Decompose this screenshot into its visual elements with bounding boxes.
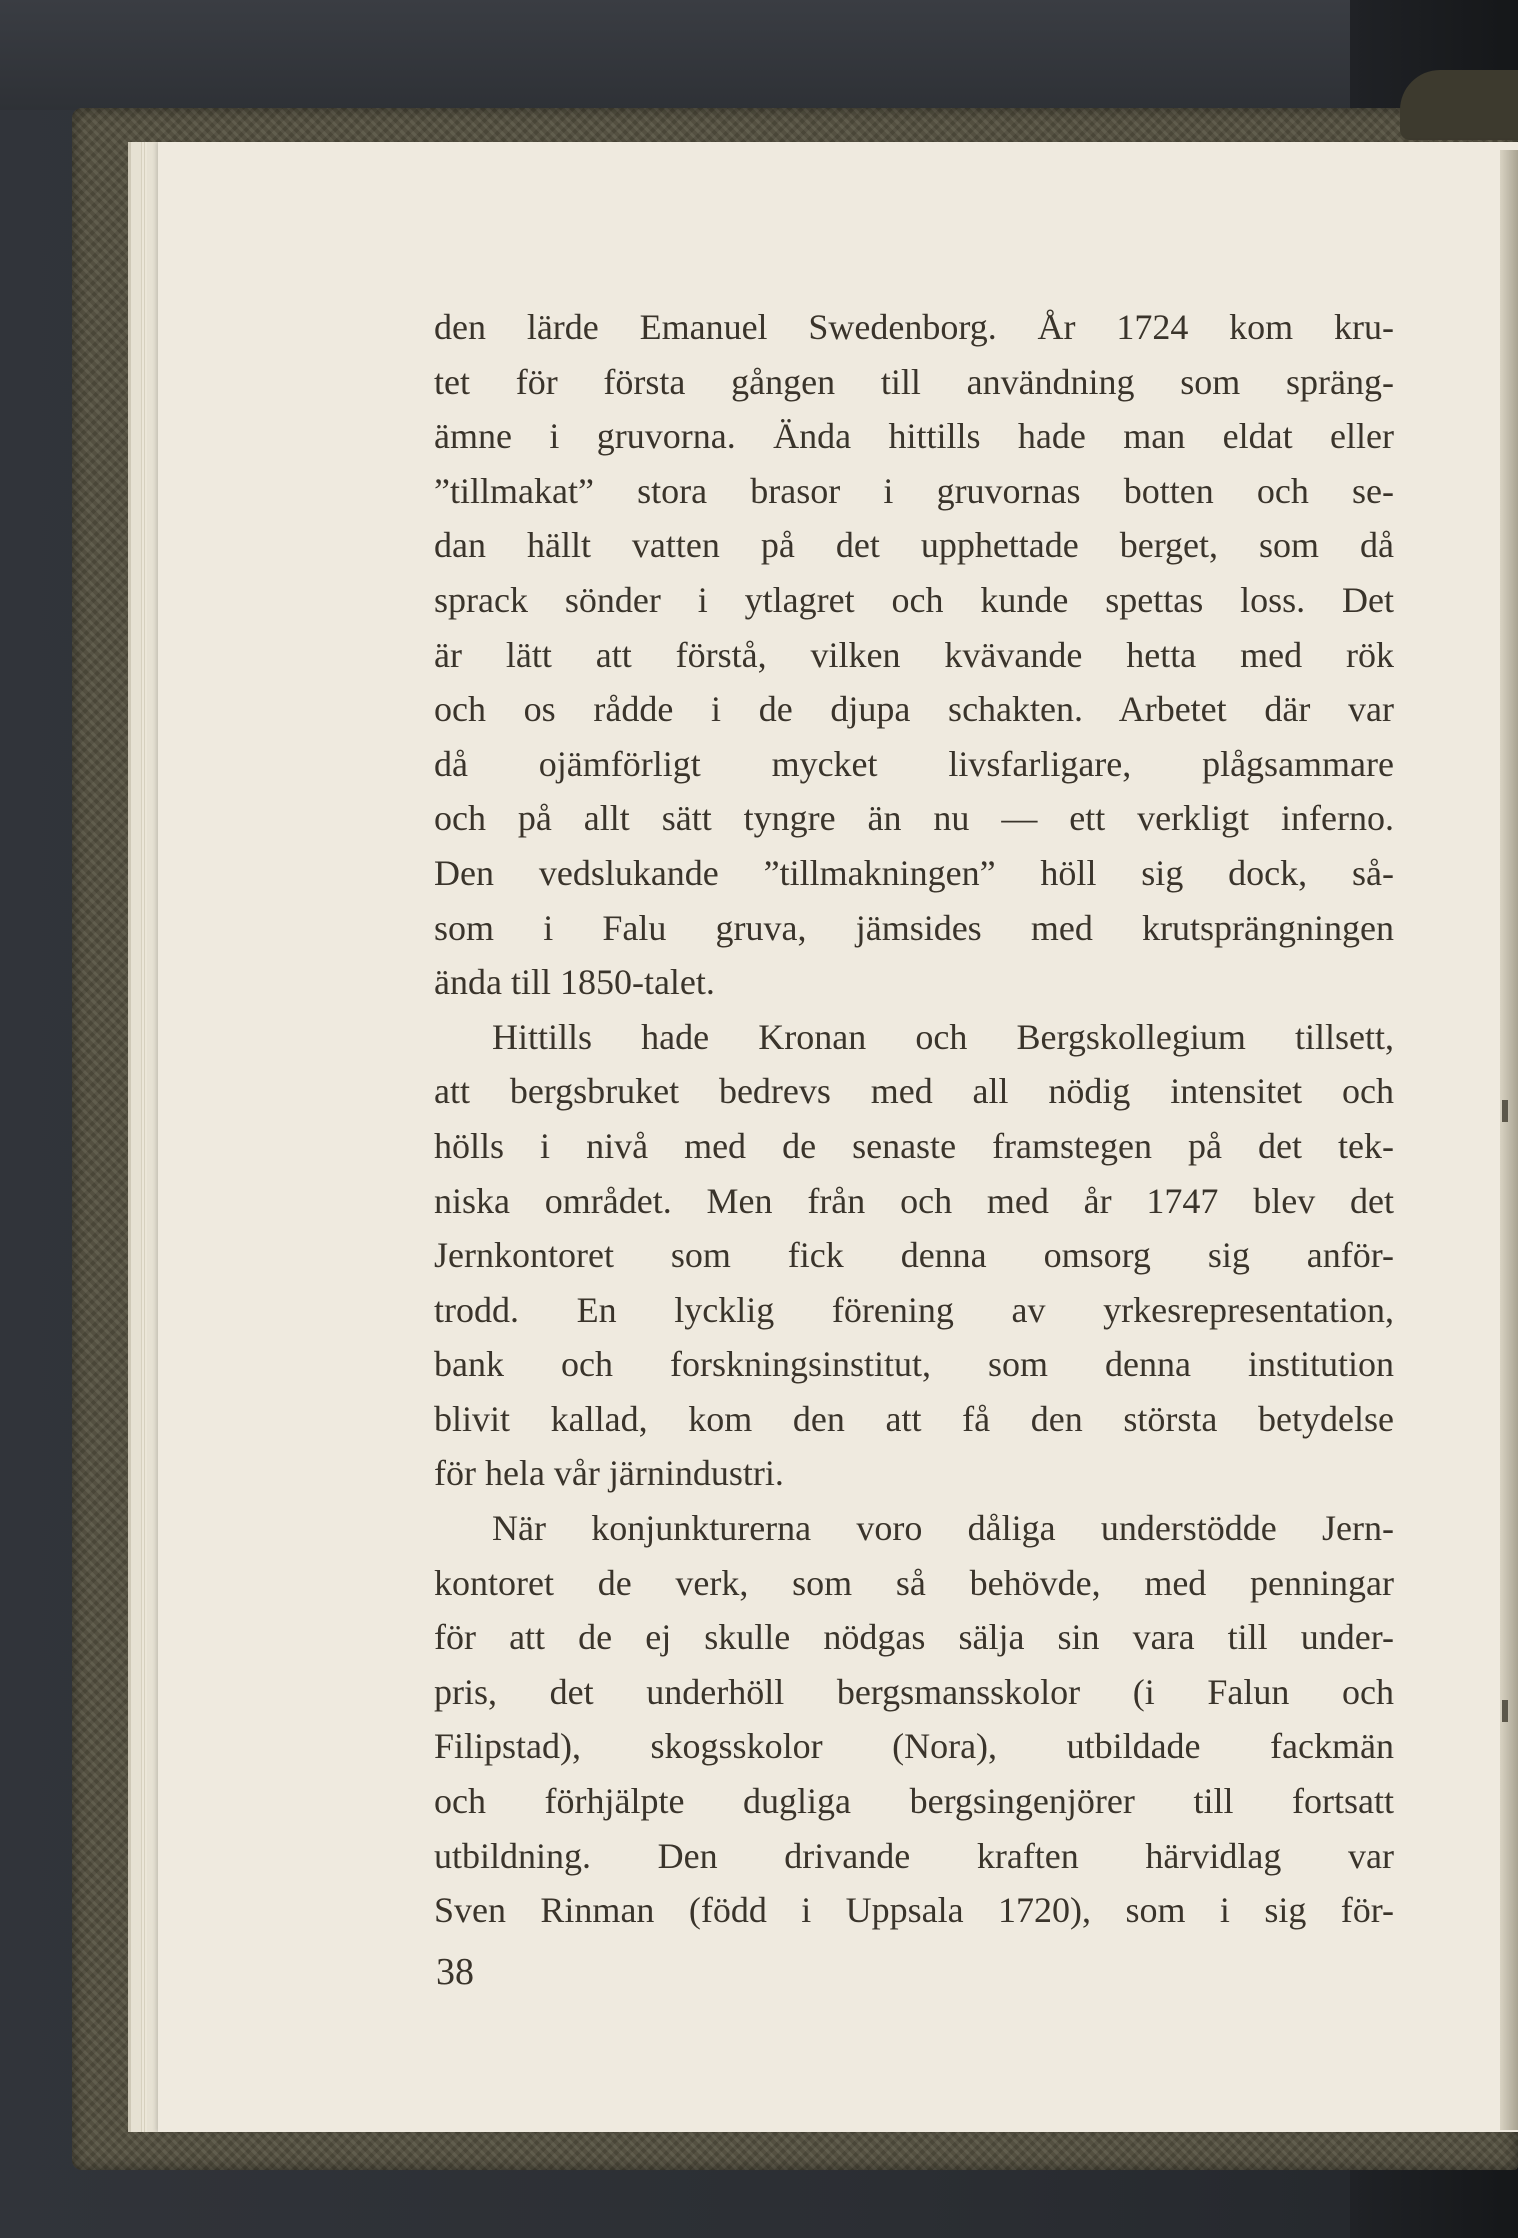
text-line: för att de ej skulle nödgas sälja sin vara till under- — [434, 1617, 1394, 1658]
text-line: blivit kallad, kom den att få den största betydelse — [434, 1398, 1394, 1439]
text-line: Filipstad), skogsskolor (Nora), utbildade fackmän — [434, 1726, 1394, 1767]
text-line: ”tillmakat” stora brasor i gruvornas botten och se- — [434, 470, 1394, 511]
text-line: som i Falu gruva, jämsides med krutsprängningen — [434, 907, 1394, 948]
text-line: tet för första gången till användning som spräng- — [434, 361, 1394, 402]
page-marker — [1502, 1100, 1508, 1122]
text-line: Den vedslukande ”tillmakningen” höll sig dock, så- — [434, 852, 1394, 893]
text-line: När konjunkturerna voro dåliga understödde Jern- — [492, 1508, 1394, 1549]
text-line: pris, det underhöll bergsmansskolor (i Falun och — [434, 1671, 1394, 1712]
text-line: är lätt att förstå, vilken kvävande hetta med rök — [434, 634, 1394, 675]
text-line: utbildning. Den drivande kraften härvidlag var — [434, 1835, 1394, 1876]
text-line: och förhjälpte dugliga bergsingenjörer till fortsatt — [434, 1781, 1394, 1822]
text-line: bank och forskningsinstitut, som denna institution — [434, 1344, 1394, 1385]
book-clip — [1400, 70, 1518, 140]
text-line: och os rådde i de djupa schakten. Arbetet där var — [434, 689, 1394, 730]
text-line: niska området. Men från och med år 1747 blev det — [434, 1180, 1394, 1221]
text-line: hölls i nivå med de senaste framstegen på det tek- — [434, 1125, 1394, 1166]
page-number: 38 — [436, 1951, 474, 1993]
text-line: dan hällt vatten på det upphettade berget, som då — [434, 525, 1394, 566]
text-line: för hela vår järnindustri. — [434, 1453, 784, 1494]
text-line: Jernkontoret som fick denna omsorg sig anför- — [434, 1235, 1394, 1276]
text-line: Sven Rinman (född i Uppsala 1720), som i sig för- — [434, 1890, 1394, 1931]
text-line: ända till 1850-talet. — [434, 962, 715, 1003]
page-edge — [1500, 150, 1518, 2130]
page-marker — [1502, 1700, 1508, 1722]
text-line: ämne i gruvorna. Ända hittills hade man eldat eller — [434, 416, 1394, 457]
text-line: då ojämförligt mycket livsfarligare, plågsammare — [434, 743, 1394, 784]
text-line: att bergsbruket bedrevs med all nödig intensitet och — [434, 1071, 1394, 1112]
text-line: den lärde Emanuel Swedenborg. År 1724 kom kru- — [434, 307, 1394, 347]
top-shadow — [0, 0, 1518, 110]
text-line: sprack sönder i ytlagret och kunde spettas loss. Det — [434, 579, 1394, 620]
text-line: och på allt sätt tyngre än nu — ett verkligt inferno. — [434, 798, 1394, 839]
body-text — [434, 300, 1394, 1938]
text-line: Hittills hade Kronan och Bergskollegium tillsett, — [492, 1016, 1394, 1057]
text-line: trodd. En lycklig förening av yrkesrepresentation, — [434, 1289, 1394, 1330]
text-line: kontoret de verk, som så behövde, med penningar — [434, 1562, 1394, 1603]
